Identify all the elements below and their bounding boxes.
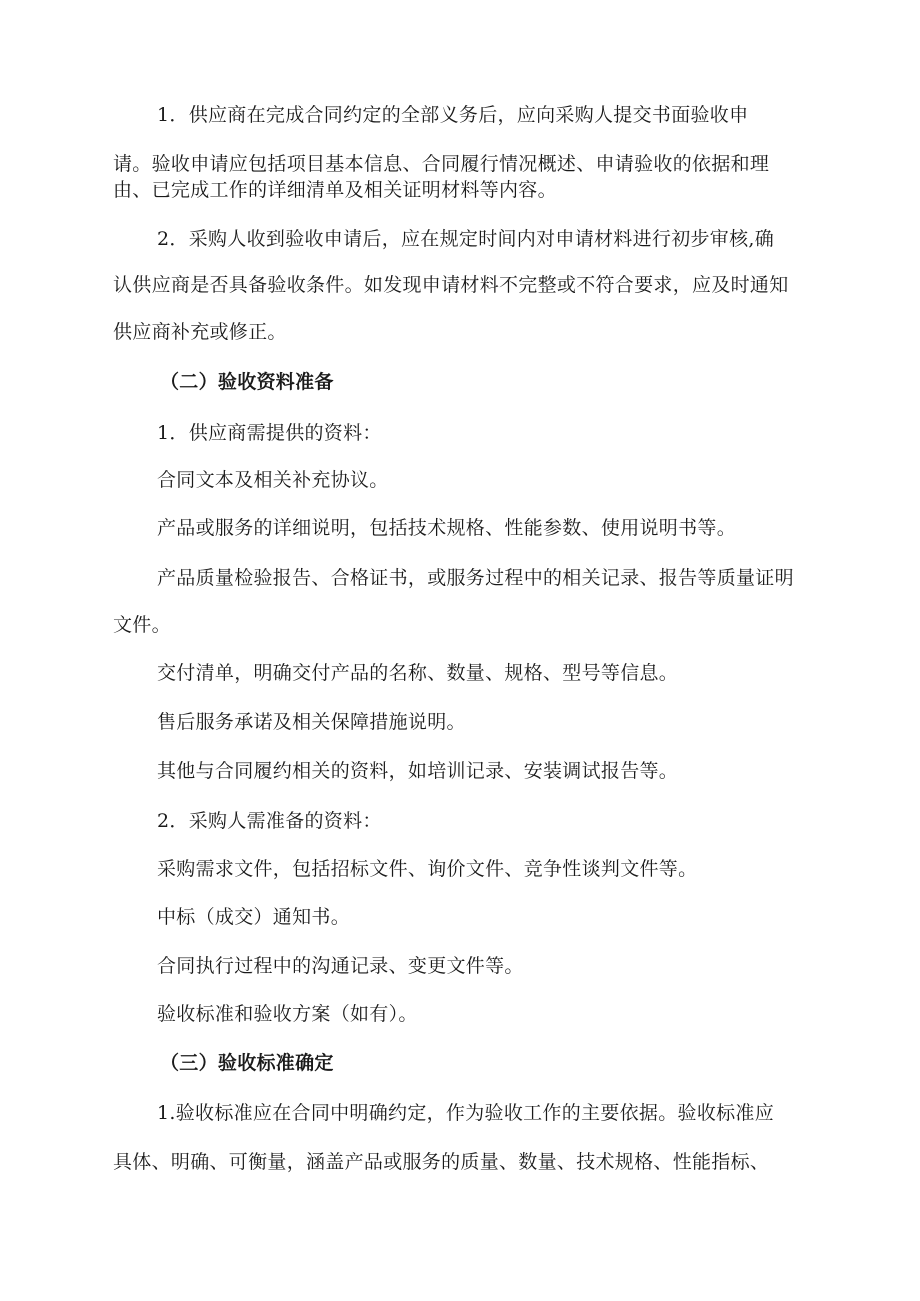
list-item: 验收标准和验收方案（如有）。 <box>157 1003 418 1025</box>
section-heading: （三）验收标准确定 <box>160 1052 334 1074</box>
list-item: 文件。 <box>113 614 171 636</box>
paragraph-line: 认供应商是否具备验收条件。如发现申请材料不完整或不符合要求，应及时通知 <box>113 274 789 296</box>
paragraph-line: 具体、明确、可衡量，涵盖产品或服务的质量、数量、技术规格、性能指标、 <box>113 1151 770 1173</box>
list-item: 合同执行过程中的沟通记录、变更文件等。 <box>157 955 524 977</box>
section-heading: （二）验收资料准备 <box>160 371 334 393</box>
list-item: 合同文本及相关补充协议。 <box>157 469 389 491</box>
list-item: 售后服务承诺及相关保障措施说明。 <box>157 711 466 733</box>
list-item: 产品质量检验报告、合格证书，或服务过程中的相关记录、报告等质量证明 <box>157 567 794 589</box>
list-item: 其他与合同履约相关的资料，如培训记录、安装调试报告等。 <box>157 760 679 782</box>
paragraph-line: 供应商补充或修正。 <box>113 321 287 343</box>
list-item: 交付清单，明确交付产品的名称、数量、规格、型号等信息。 <box>157 662 679 684</box>
paragraph-line: 1.验收标准应在合同中明确约定，作为验收工作的主要依据。验收标准应 <box>157 1102 775 1124</box>
list-item: 产品或服务的详细说明，包括技术规格、性能参数、使用说明书等。 <box>157 517 737 539</box>
paragraph-line: 1．供应商在完成合同约定的全部义务后，应向采购人提交书面验收申 <box>157 104 749 126</box>
paragraph-line: 请。验收申请应包括项目基本信息、合同履行情况概述、申请验收的依据和理 <box>113 153 770 175</box>
paragraph-line: 2．采购人收到验收申请后，应在规定时间内对申请材料进行初步审核,确 <box>157 228 775 250</box>
paragraph-line: 由、已完成工作的详细清单及相关证明材料等内容。 <box>113 179 557 201</box>
list-item: 采购需求文件，包括招标文件、询价文件、竞争性谈判文件等。 <box>157 858 698 880</box>
list-item: 1．供应商需提供的资料： <box>157 422 382 444</box>
list-item: 中标（成交）通知书。 <box>157 906 351 928</box>
list-item: 2．采购人需准备的资料： <box>157 810 382 832</box>
